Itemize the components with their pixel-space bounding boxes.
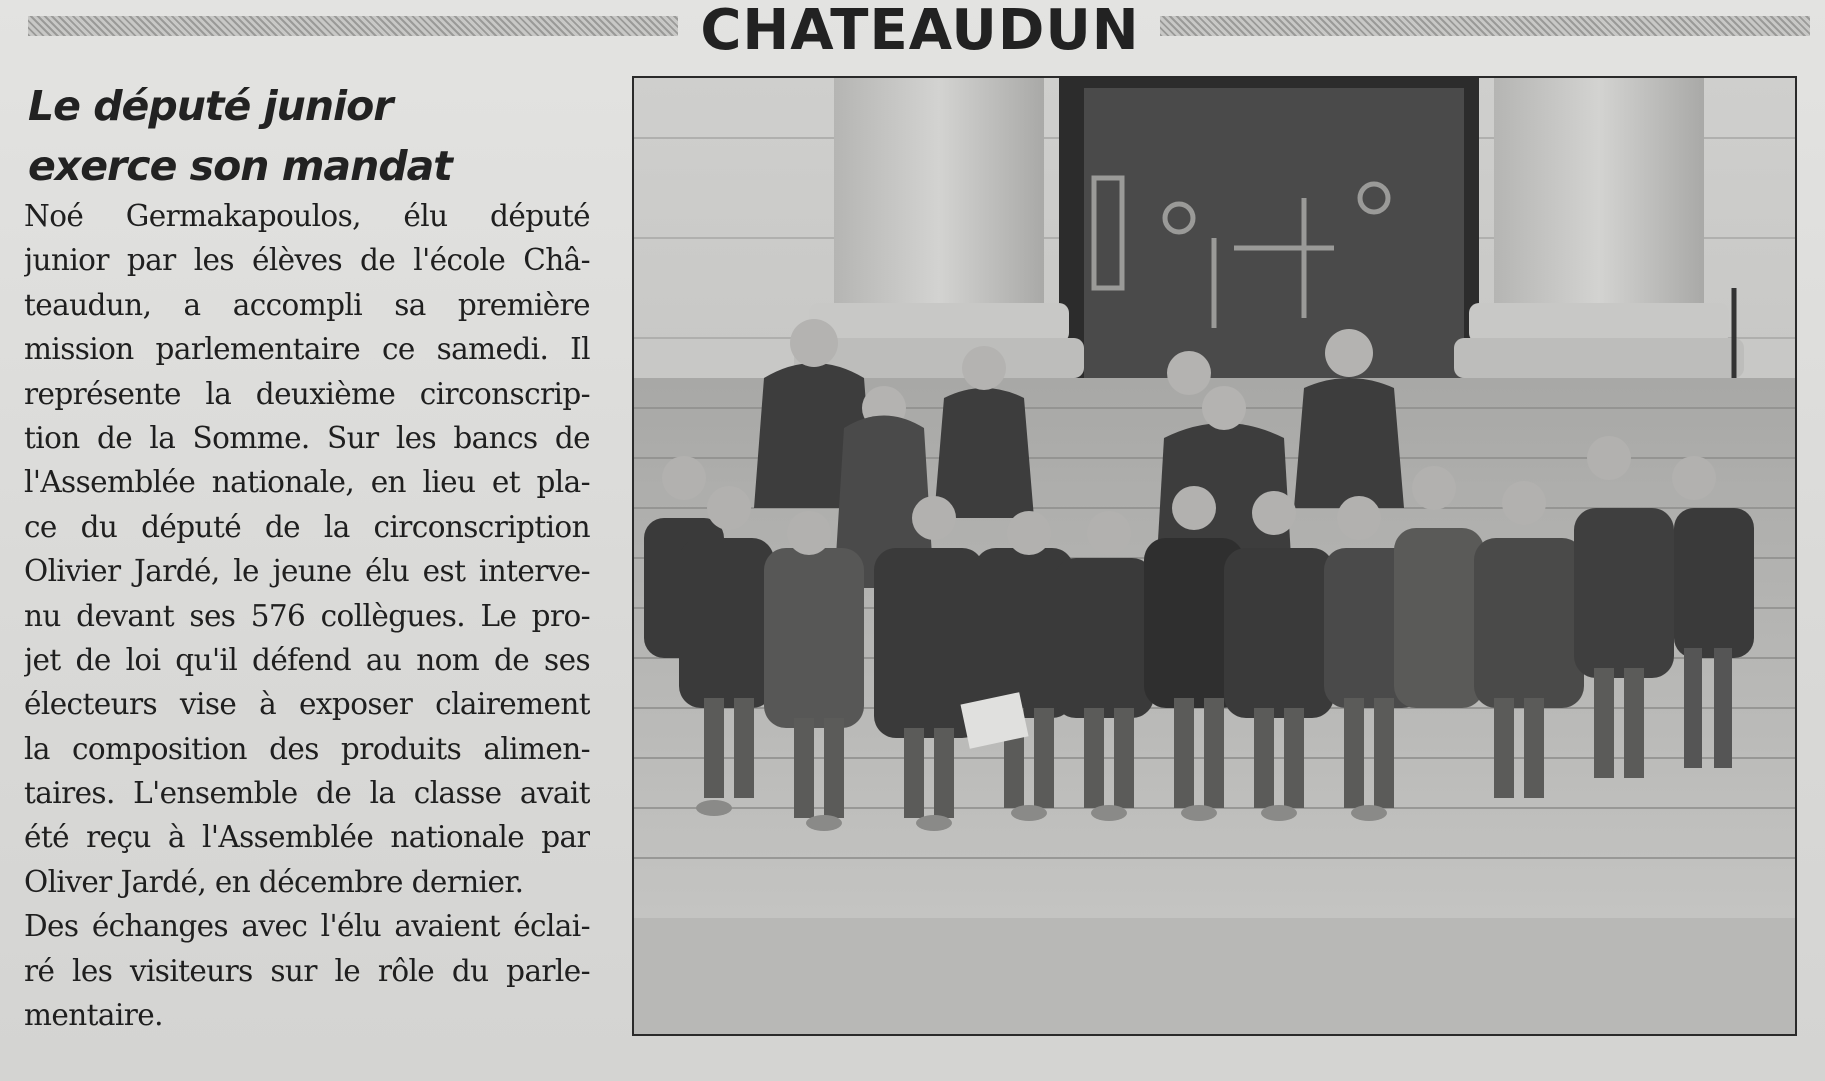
headline-line-1: Le député junior [28,82,393,130]
body-line: la composition des produits alimen- [24,731,590,766]
body-line: Oliver Jardé, en décembre dernier. [24,864,524,899]
body-line: Olivier Jardé, le jeune élu est interve- [24,554,590,589]
body-line: mission parlementaire ce samedi. Il [24,332,590,367]
article-body [24,194,590,1037]
body-line: été reçu à l'Assemblée nationale par [24,820,590,855]
header-rule-right [1160,16,1810,36]
headline-line-2: exerce son mandat [28,142,452,190]
body-line: nu devant ses 576 collègues. Le pro- [24,598,590,633]
group-photo [632,76,1797,1036]
section-title: CHATEAUDUN [700,0,1140,63]
body-line: taires. L'ensemble de la classe avait [24,776,590,811]
body-line: jet de loi qu'il défend au nom de ses [24,642,590,677]
body-line: l'Assemblée nationale, en lieu et pla- [24,465,590,500]
body-line: mentaire. [24,998,163,1033]
body-line: teaudun, a accompli sa première [24,287,590,322]
header-rule-left [28,16,678,36]
body-line: tion de la Somme. Sur les bancs de [24,420,590,455]
group-photo-icon [634,78,1795,1034]
body-line: électeurs vise à exposer clairement [24,687,590,722]
body-line: représente la deuxième circonscrip- [24,376,590,411]
body-line: Des échanges avec l'élu avaient éclai- [24,909,590,944]
body-line: ré les visiteurs sur le rôle du parle- [24,953,590,988]
body-line: ce du député de la circonscription [24,509,590,544]
body-line: junior par les élèves de l'école Châ- [24,243,590,278]
body-line: Noé Germakapoulos, élu député [24,199,590,233]
article-headline [28,76,608,196]
